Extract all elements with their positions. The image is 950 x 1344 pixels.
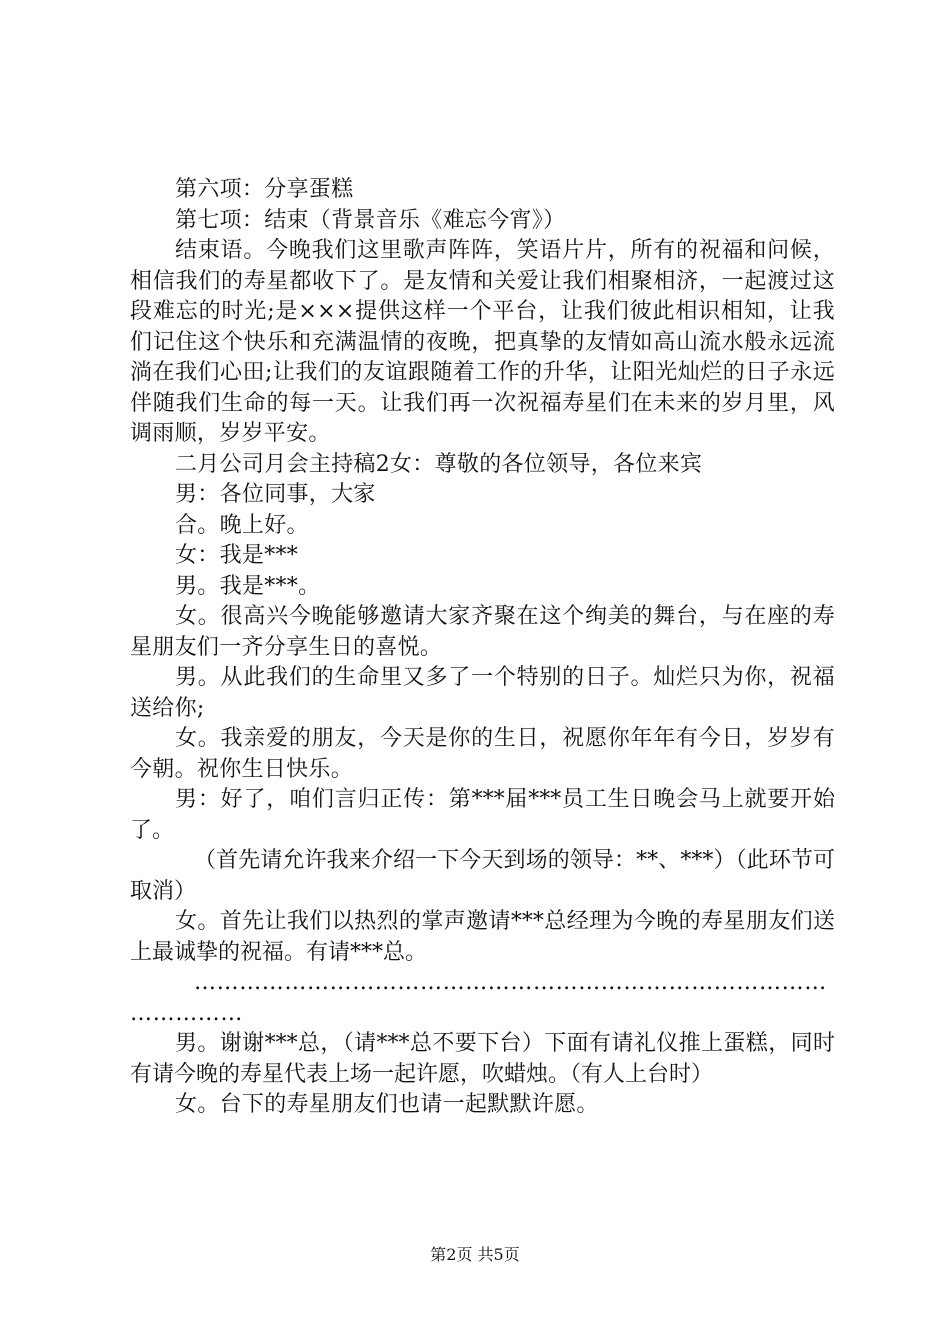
paragraph-dialogue-line: 女。台下的寿星朋友们也请一起默默许愿。 xyxy=(175,1092,599,1117)
paragraph-dialogue-line: 男：好了，咱们言归正传：第***届***员工生日晚会马上就要开始了。 xyxy=(130,787,835,843)
paragraph-dialogue-line: 女：我是*** xyxy=(175,543,299,568)
paragraph-leader-intro: （首先请允许我来介绍一下今天到场的领导：**、***）（此环节可取消） xyxy=(130,848,835,904)
paragraph-dialogue-line: 男。谢谢***总，（请***总不要下台）下面有请礼仪推上蛋糕，同时有请今晚的寿星代表上场一起许愿，吹蜡烛。（有人上台时） xyxy=(130,1031,835,1087)
paragraph-dialogue-line: 合。晚上好。 xyxy=(175,512,309,538)
paragraph-dialogue-line: 男。我是***。 xyxy=(175,573,321,599)
paragraph-dialogue-line: 女。很高兴今晚能够邀请大家齐聚在这个绚美的舞台，与在座的寿星朋友们一齐分享生日的喜悦。 xyxy=(130,604,835,660)
paragraph-script-title: 二月公司月会主持稿2女：尊敬的各位领导，各位来宾 xyxy=(175,451,703,477)
paragraph-dialogue-line: 女。首先让我们以热烈的掌声邀请***总经理为今晚的寿星朋友们送上最诚挚的祝福。有请***总。 xyxy=(130,909,835,965)
document-body xyxy=(130,175,835,1121)
paragraph-dialogue-line: 男：各位同事，大家 xyxy=(175,482,376,507)
paragraph-dialogue-line: 男。从此我们的生命里又多了一个特别的日子。灿烂只为你，祝福送给你; xyxy=(130,665,835,721)
paragraph-dialogue-line: 女。我亲爱的朋友，今天是你的生日，祝愿你年年有今日，岁岁有今朝。祝你生日快乐。 xyxy=(130,726,835,782)
paragraph-closing-remarks: 结束语。今晚我们这里歌声阵阵，笑语片片，所有的祝福和问候，相信我们的寿星都收下了。是友情和关爱让我们相聚相济，一起渡过这段难忘的时光;是×××提供这样一个平台，让我们彼此相识相知，让我们记住这个快乐和充满温情的夜晚，把真挚的友情如高山流水般永远流淌在我们心田;让我们的友谊跟随着工作的升华，让阳光灿烂的日子永远伴随我们生命的每一天。让我们再一次祝福寿星们在未来的岁月里，风调雨顺，岁岁平安。 xyxy=(130,238,835,446)
ellipsis-divider: ……………………………………………………………………………………… xyxy=(130,970,827,1026)
page-number-footer: 第2页 共5页 xyxy=(430,1245,520,1264)
paragraph-item-7-heading: 第七项：结束（背景音乐《难忘今宵》） xyxy=(175,207,566,233)
paragraph-item-6-heading: 第六项：分享蛋糕 xyxy=(175,177,354,202)
